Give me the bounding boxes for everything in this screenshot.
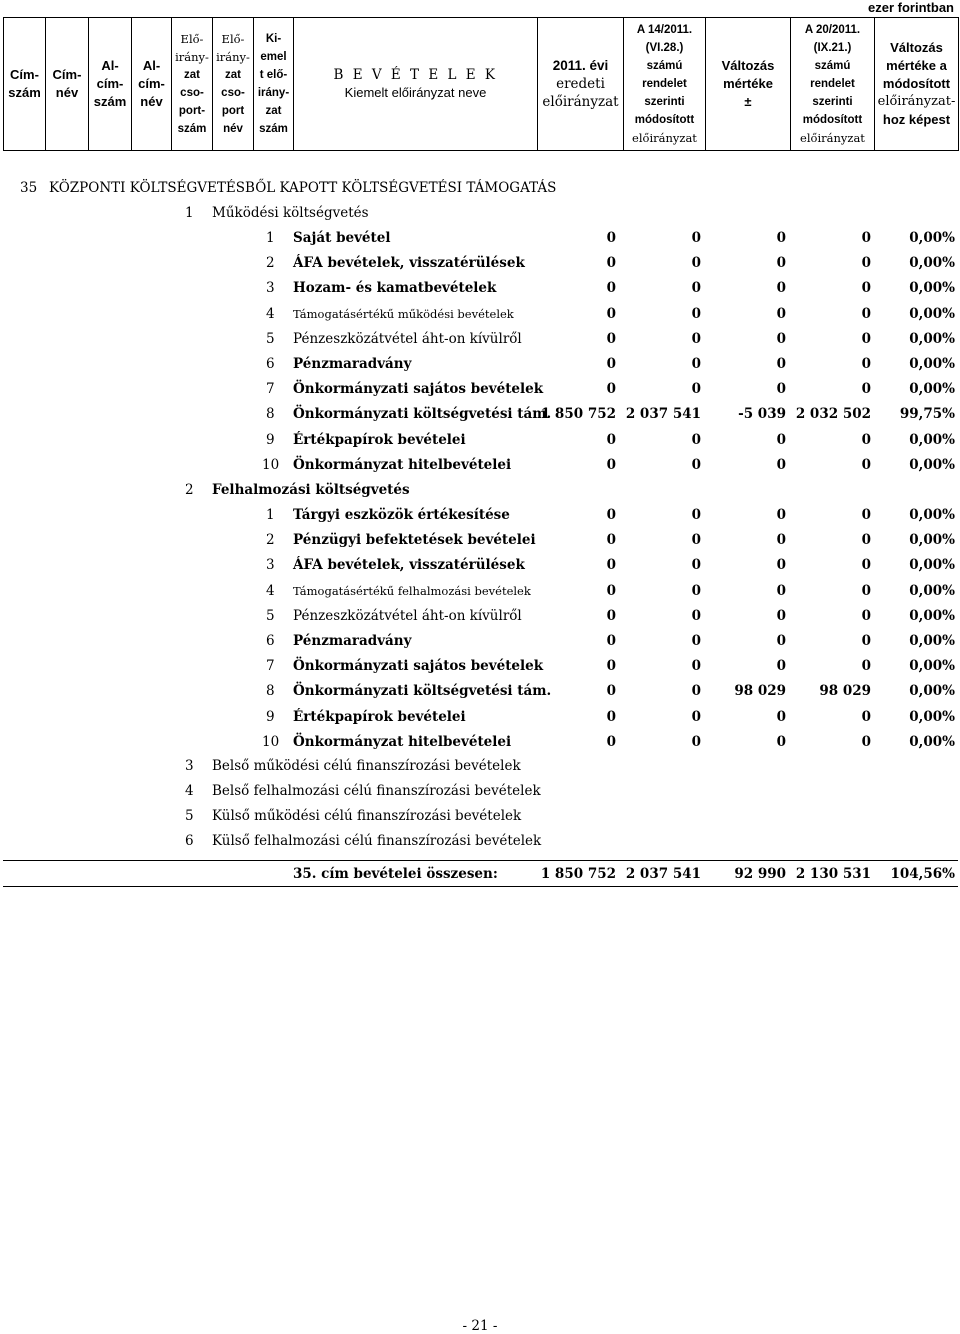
cim-name: KÖZPONTI KÖLTSÉGVETÉSBŐL KAPOTT KÖLTSÉGVETÉSI TÁMOGATÁS <box>49 180 557 196</box>
g1-row-number: 2 <box>266 255 275 272</box>
g1-row-number: 9 <box>266 431 275 448</box>
g2-row-value-2: 0 <box>691 582 701 599</box>
total-value-4: 2 130 531 <box>795 866 871 882</box>
header-line: szerinti <box>644 96 685 108</box>
total-value-5: 104,56% <box>890 866 955 882</box>
g2-row-value-4: 98 029 <box>819 683 871 700</box>
g1-row-value-4: 0 <box>861 305 871 322</box>
header-line: szám <box>259 123 288 135</box>
g2-row-number: 7 <box>266 658 275 675</box>
g1-row-value-3: 0 <box>776 381 786 398</box>
header-line: módosított <box>634 114 695 126</box>
g1-row-value-2: 0 <box>691 305 701 322</box>
g2-row-value-2: 0 <box>691 507 701 523</box>
g2-row-value-3: 0 <box>776 633 786 649</box>
g2-row-label: Tárgyi eszközök értékesítése <box>293 507 510 523</box>
g2-row-value-1: 0 <box>606 733 616 750</box>
header-bevetelek <box>294 18 538 151</box>
g1-row-value-5: 0,00% <box>909 230 955 246</box>
g1-row-value-1: 0 <box>606 255 616 272</box>
g2-row-label: ÁFA bevételek, visszatérülések <box>293 557 525 574</box>
g2-row-value-2: 0 <box>691 708 701 725</box>
g1-row-label: Önkormányzati költségvetési tám. <box>293 406 552 423</box>
g2-row-number: 8 <box>266 683 275 700</box>
g2-row-value-5: 0,00% <box>909 683 955 700</box>
group-6-name: Külső felhalmozási célú finanszírozási bevételek <box>212 833 542 849</box>
header-line: név <box>140 94 163 109</box>
g1-row-value-2: 0 <box>691 330 701 347</box>
header-line: módosított <box>802 114 863 126</box>
group-2-number: 2 <box>185 482 194 498</box>
header-alcim-szam <box>89 18 132 151</box>
g1-row-value-1: 0 <box>606 456 616 473</box>
g2-row-value-1: 0 <box>606 582 616 599</box>
header-line: Al- <box>101 58 119 73</box>
g2-row-value-4: 0 <box>861 507 871 523</box>
g1-row-value-5: 0,00% <box>909 356 955 372</box>
header-line: számú <box>814 60 851 72</box>
g2-row-value-5: 0,00% <box>909 582 955 599</box>
total-value-3: 92 990 <box>734 866 786 882</box>
header-line: (VI.28.) <box>645 42 684 54</box>
header-line: cso- <box>221 87 245 99</box>
group-1-number: 1 <box>185 205 194 221</box>
g1-row-value-1: 0 <box>606 330 616 347</box>
header-line: irány- <box>257 87 290 99</box>
cim-number: 35 <box>20 180 38 196</box>
g1-row-value-3: 0 <box>776 230 786 246</box>
g1-row-value-5: 0,00% <box>909 305 955 322</box>
header-line: név <box>55 85 79 100</box>
header-line: Változás <box>890 40 943 55</box>
header-line: port <box>221 105 245 117</box>
g2-row-value-5: 0,00% <box>909 633 955 649</box>
g1-row-value-3: 0 <box>776 330 786 347</box>
group-5-name: Külső működési célú finanszírozási bevételek <box>212 808 522 824</box>
g1-row-value-1: 0 <box>606 356 616 372</box>
g1-row-label: Önkormányzat hitelbevételei <box>293 456 512 473</box>
g2-row-value-5: 0,00% <box>909 507 955 523</box>
header-line: ± <box>744 94 752 109</box>
g1-row-value-2: 0 <box>691 255 701 272</box>
g1-row-label: Értékpapírok bevételei <box>293 431 466 448</box>
header-eloiranyzat-csoport-szam <box>172 18 213 151</box>
header-line: előirányzat <box>542 94 619 110</box>
g2-row-value-2: 0 <box>691 532 701 549</box>
g2-row-label: Önkormányzati sajátos bevételek <box>293 658 544 675</box>
header-cim-szam <box>4 18 46 151</box>
g2-row-value-4: 0 <box>861 557 871 574</box>
g2-row-value-4: 0 <box>861 733 871 750</box>
g1-row-value-4: 0 <box>861 431 871 448</box>
header-line: cím- <box>138 76 165 91</box>
g1-row-label: Saját bevétel <box>293 230 391 246</box>
header-line: port- <box>178 105 206 117</box>
g2-row-value-2: 0 <box>691 633 701 649</box>
header-line: zat <box>265 105 282 117</box>
group-4-name: Belső felhalmozási célú finanszírozási bevételek <box>212 783 541 799</box>
g2-row-number: 6 <box>266 633 275 649</box>
header-line: 2011. évi <box>552 58 609 73</box>
g1-row-number: 4 <box>266 305 275 322</box>
g1-row-value-5: 0,00% <box>909 280 955 297</box>
g2-row-value-5: 0,00% <box>909 557 955 574</box>
g2-row-label: Értékpapírok bevételei <box>293 708 466 725</box>
g1-row-value-3: 0 <box>776 356 786 372</box>
header-bottom-rule <box>3 150 958 151</box>
g2-row-value-5: 0,00% <box>909 733 955 750</box>
g1-row-value-1: 0 <box>606 280 616 297</box>
header-line: irány- <box>175 50 209 64</box>
g1-row-value-2: 0 <box>691 280 701 297</box>
g1-row-number: 3 <box>266 280 275 297</box>
header-line: számú <box>646 60 683 72</box>
header-line: A 14/2011. <box>636 24 693 36</box>
header-line: Cím- <box>52 67 82 82</box>
g2-row-value-1: 0 <box>606 708 616 725</box>
g2-row-value-2: 0 <box>691 607 701 624</box>
header-kiemelt-eloiranyzat-szam <box>254 18 294 151</box>
header-valtozas <box>706 18 791 151</box>
g1-row-value-4: 0 <box>861 330 871 347</box>
g1-row-value-3: 0 <box>776 255 786 272</box>
g1-row-value-5: 0,00% <box>909 381 955 398</box>
g2-row-value-1: 0 <box>606 557 616 574</box>
g2-row-value-4: 0 <box>861 708 871 725</box>
g1-row-value-2: 0 <box>691 381 701 398</box>
g2-row-number: 3 <box>266 557 275 574</box>
header-line: Elő- <box>221 32 245 46</box>
g1-row-label: Támogatásértékű működési bevételek <box>293 306 514 321</box>
g1-row-value-1: 0 <box>606 230 616 246</box>
g1-row-value-2: 2 037 541 <box>625 406 701 423</box>
g2-row-value-3: 0 <box>776 708 786 725</box>
total-bottom-rule <box>3 886 958 887</box>
g2-row-value-1: 0 <box>606 683 616 700</box>
header-line: rendelet <box>810 78 855 90</box>
g2-row-value-3: 0 <box>776 582 786 599</box>
table-header <box>3 17 959 151</box>
g1-row-number: 5 <box>266 330 275 347</box>
g2-row-value-3: 0 <box>776 557 786 574</box>
g1-row-value-4: 0 <box>861 280 871 297</box>
header-line: cím- <box>96 76 124 91</box>
g1-row-value-2: 0 <box>691 356 701 372</box>
header-line: rendelet <box>642 78 687 90</box>
g2-row-number: 1 <box>266 507 275 523</box>
header-line: szám <box>177 123 207 135</box>
page-number: - 21 - <box>462 1318 498 1334</box>
header-line: szerinti <box>812 96 853 108</box>
g2-row-number: 9 <box>266 708 275 725</box>
g2-row-value-5: 0,00% <box>909 532 955 549</box>
g1-row-number: 10 <box>262 456 280 473</box>
g1-row-value-1: 0 <box>606 381 616 398</box>
g1-row-value-5: 0,00% <box>909 255 955 272</box>
header-line: mértéke <box>723 76 773 91</box>
g2-row-value-3: 98 029 <box>734 683 786 700</box>
g1-row-number: 6 <box>266 356 275 372</box>
header-line: Változás <box>721 58 775 73</box>
g2-row-value-1: 0 <box>606 607 616 624</box>
g1-row-value-2: 0 <box>691 230 701 246</box>
g2-row-value-5: 0,00% <box>909 708 955 725</box>
g1-row-value-5: 0,00% <box>909 330 955 347</box>
header-line: szám <box>93 94 127 109</box>
g2-row-value-2: 0 <box>691 658 701 675</box>
g2-row-value-5: 0,00% <box>909 658 955 675</box>
header-line: hoz képest <box>882 112 951 127</box>
header-modositott-1 <box>624 18 706 151</box>
g1-row-value-4: 0 <box>861 230 871 246</box>
g2-row-value-3: 0 <box>776 733 786 750</box>
group-2-name: Felhalmozási költségvetés <box>212 482 410 498</box>
g1-row-value-5: 0,00% <box>909 456 955 473</box>
header-alcim-nev <box>132 18 172 151</box>
header-line: Ki- <box>265 33 282 45</box>
g2-row-number: 2 <box>266 532 275 549</box>
g1-row-value-2: 0 <box>691 456 701 473</box>
header-line: Al- <box>142 58 161 73</box>
g2-row-value-1: 0 <box>606 658 616 675</box>
g2-row-value-3: 0 <box>776 607 786 624</box>
g1-row-value-2: 0 <box>691 431 701 448</box>
g2-row-label: Önkormányzat hitelbevételei <box>293 733 512 750</box>
g2-row-value-4: 0 <box>861 582 871 599</box>
g2-row-label: Pénzeszközátvétel áht-on kívülről <box>293 607 522 624</box>
g1-row-value-4: 2 032 502 <box>795 406 871 423</box>
g1-row-label: Pénzeszközátvétel áht-on kívülről <box>293 330 522 347</box>
g2-row-value-5: 0,00% <box>909 607 955 624</box>
group-3-number: 3 <box>185 758 194 774</box>
header-line: módosított <box>882 76 951 91</box>
group-5-number: 5 <box>185 808 194 824</box>
header-line: Elő- <box>180 32 204 46</box>
header-bevetelek-subtitle: Kiemelt előirányzat neve <box>344 85 487 100</box>
g2-row-value-2: 0 <box>691 683 701 700</box>
header-eredeti-eloiranyzat <box>538 18 624 151</box>
header-cim-nev <box>46 18 89 151</box>
g2-row-label: Önkormányzati költségvetési tám. <box>293 683 552 700</box>
g1-row-value-1: 1 850 752 <box>540 406 616 423</box>
g1-row-value-3: 0 <box>776 280 786 297</box>
g1-row-number: 1 <box>266 230 275 246</box>
g1-row-value-3: 0 <box>776 431 786 448</box>
g2-row-label: Támogatásértékű felhalmozási bevételek <box>293 583 531 598</box>
group-3-name: Belső működési célú finanszírozási bevételek <box>212 758 521 774</box>
g1-row-value-1: 0 <box>606 305 616 322</box>
g1-row-value-3: 0 <box>776 305 786 322</box>
header-line: mértéke a <box>886 58 947 73</box>
total-label: 35. cím bevételei összesen: <box>293 866 498 882</box>
g2-row-value-4: 0 <box>861 633 871 649</box>
header-line: emel <box>260 51 287 63</box>
g1-row-value-4: 0 <box>861 456 871 473</box>
header-valtozas-pct <box>875 18 959 151</box>
header-line: név <box>223 123 243 135</box>
g1-row-value-5: 99,75% <box>899 406 955 423</box>
g2-row-value-4: 0 <box>861 532 871 549</box>
header-line: cso- <box>180 87 204 99</box>
header-bevetelek-title: B E V É T E L E K <box>333 67 498 83</box>
g2-row-value-1: 0 <box>606 633 616 649</box>
header-line: A 20/2011. <box>804 24 861 36</box>
g2-row-value-1: 0 <box>606 532 616 549</box>
header-modositott-2 <box>791 18 875 151</box>
group-1-name: Működési költségvetés <box>212 205 369 221</box>
g1-row-value-4: 0 <box>861 255 871 272</box>
g1-row-value-3: -5 039 <box>738 406 786 423</box>
g2-row-value-4: 0 <box>861 607 871 624</box>
group-4-number: 4 <box>185 783 194 799</box>
g2-row-label: Pénzmaradvány <box>293 633 412 649</box>
header-line: t elő- <box>259 69 288 81</box>
header-line: szám <box>8 85 41 100</box>
total-value-2: 2 037 541 <box>625 866 701 882</box>
g1-row-label: Pénzmaradvány <box>293 356 412 372</box>
g2-row-number: 4 <box>266 582 275 599</box>
g1-row-value-4: 0 <box>861 356 871 372</box>
header-line: zat <box>184 69 200 81</box>
g1-row-label: Hozam- és kamatbevételek <box>293 280 497 297</box>
header-line: előirányzat <box>800 131 865 145</box>
g2-row-label: Pénzügyi befektetések bevételei <box>293 532 536 549</box>
g2-row-number: 5 <box>266 607 275 624</box>
g1-row-label: Önkormányzati sajátos bevételek <box>293 381 544 398</box>
g2-row-value-4: 0 <box>861 658 871 675</box>
g1-row-value-1: 0 <box>606 431 616 448</box>
g2-row-value-2: 0 <box>691 557 701 574</box>
g2-row-value-3: 0 <box>776 532 786 549</box>
g1-row-value-4: 0 <box>861 381 871 398</box>
total-value-1: 1 850 752 <box>540 866 616 882</box>
g2-row-number: 10 <box>262 733 280 750</box>
total-top-rule <box>3 860 958 861</box>
header-line: irány- <box>216 50 250 64</box>
g1-row-label: ÁFA bevételek, visszatérülések <box>293 255 525 272</box>
header-line: előirányzat <box>632 131 697 145</box>
g2-row-value-3: 0 <box>776 507 786 523</box>
g2-row-value-2: 0 <box>691 733 701 750</box>
g1-row-number: 7 <box>266 381 275 398</box>
g1-row-value-5: 0,00% <box>909 431 955 448</box>
g2-row-value-3: 0 <box>776 658 786 675</box>
header-line: eredeti <box>556 76 605 92</box>
g2-row-value-1: 0 <box>606 507 616 523</box>
g1-row-number: 8 <box>266 406 275 423</box>
group-6-number: 6 <box>185 833 194 849</box>
header-line: Cím- <box>10 67 39 82</box>
header-line: (IX.21.) <box>813 42 852 54</box>
unit-label: ezer forintban <box>868 0 954 15</box>
header-line: zat <box>225 69 241 81</box>
g1-row-value-3: 0 <box>776 456 786 473</box>
header-line: előirányzat- <box>877 94 956 109</box>
header-eloiranyzat-csoport-nev <box>213 18 254 151</box>
